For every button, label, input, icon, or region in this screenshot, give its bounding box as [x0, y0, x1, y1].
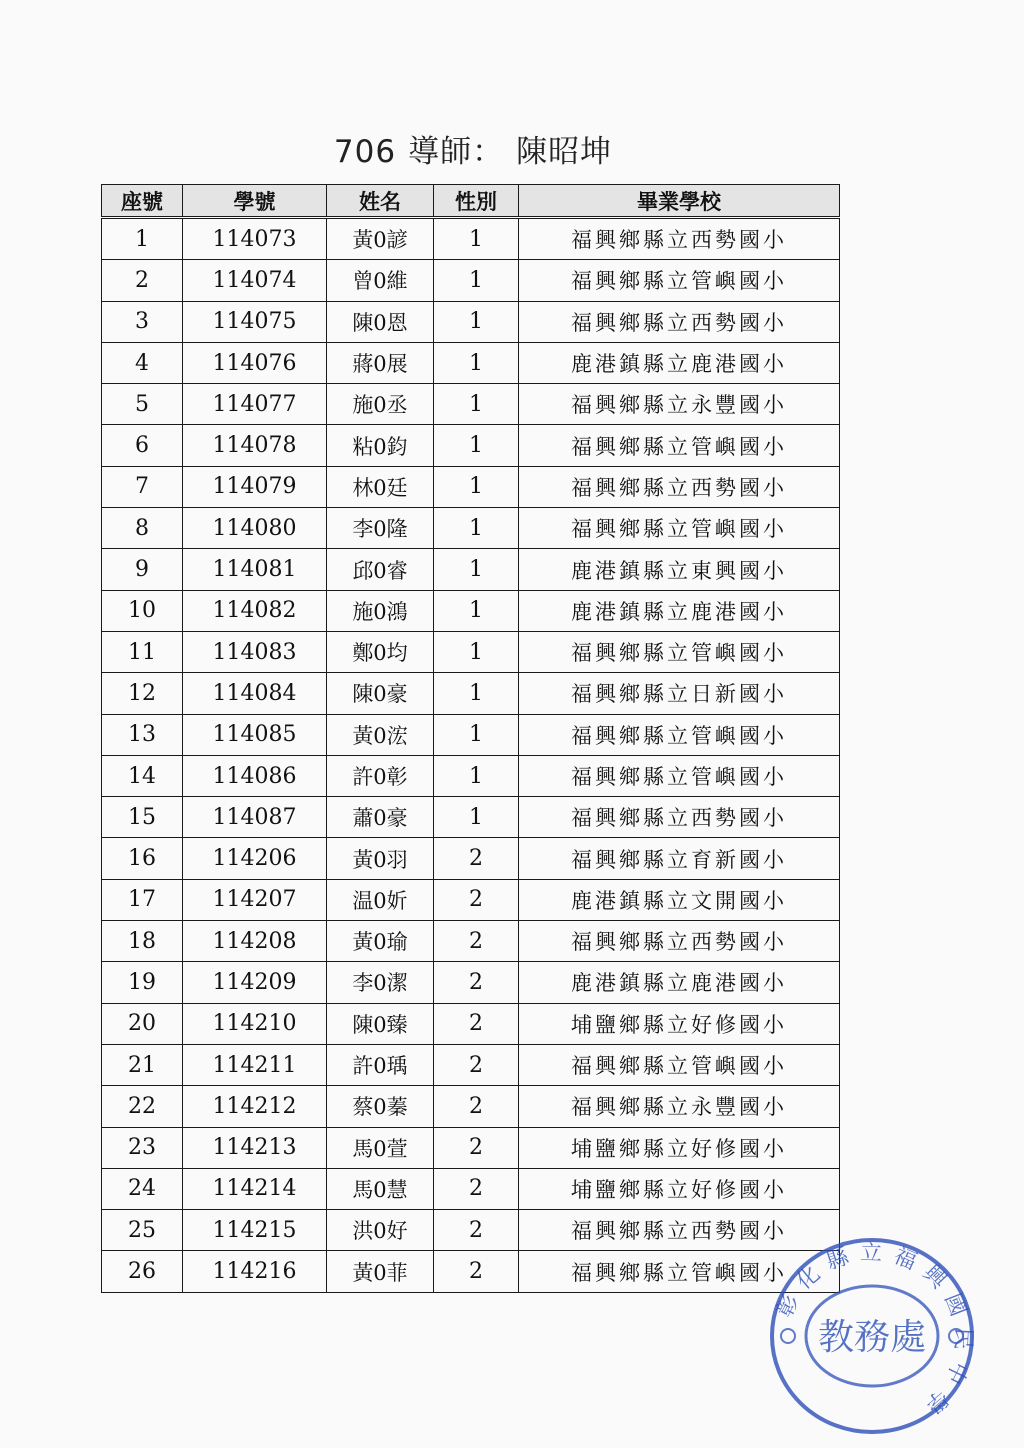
name-cell: 陳0豪 [327, 673, 434, 714]
gender-cell: 2 [434, 962, 519, 1003]
gender-cell: 2 [434, 1251, 519, 1292]
table-row [102, 549, 840, 590]
school-cell: 埔鹽鄉縣立好修國小 [519, 1168, 840, 1209]
school-cell: 福興鄉縣立管嶼國小 [519, 260, 840, 301]
school-cell: 福興鄉縣立育新國小 [519, 838, 840, 879]
student-id-cell: 114080 [183, 508, 327, 549]
student-id-cell: 114079 [183, 466, 327, 507]
column-header-school: 畢業學校 [519, 185, 840, 218]
name-cell: 邱0睿 [327, 549, 434, 590]
seat-cell: 16 [102, 838, 183, 879]
name-cell: 陳0臻 [327, 1003, 434, 1044]
seat-cell: 4 [102, 342, 183, 383]
student-id-cell: 114087 [183, 797, 327, 838]
seat-cell: 1 [102, 218, 183, 260]
gender-cell: 1 [434, 714, 519, 755]
name-cell: 蔣0展 [327, 342, 434, 383]
gender-cell: 2 [434, 1003, 519, 1044]
column-header-gender: 性別 [434, 185, 519, 218]
table-row [102, 1210, 840, 1251]
name-cell: 黃0浤 [327, 714, 434, 755]
student-id-cell: 114213 [183, 1127, 327, 1168]
column-header-name: 姓名 [327, 185, 434, 218]
stamp-ring-text: 彰化縣立福興國民中學 [772, 1240, 976, 1425]
table-row [102, 301, 840, 342]
name-cell: 李0隆 [327, 508, 434, 549]
name-cell: 鄭0均 [327, 631, 434, 672]
school-seal-stamp [766, 1232, 978, 1438]
name-cell: 蔡0蓁 [327, 1086, 434, 1127]
table-body [102, 218, 840, 1293]
seat-cell: 19 [102, 962, 183, 1003]
school-cell: 福興鄉縣立西勢國小 [519, 1210, 840, 1251]
table-row [102, 466, 840, 507]
gender-cell: 1 [434, 631, 519, 672]
gender-cell: 2 [434, 1210, 519, 1251]
gender-cell: 2 [434, 838, 519, 879]
student-id-cell: 114207 [183, 879, 327, 920]
school-cell: 埔鹽鄉縣立好修國小 [519, 1003, 840, 1044]
school-cell: 鹿港鎮縣立鹿港國小 [519, 342, 840, 383]
table-row [102, 590, 840, 631]
name-cell: 温0妡 [327, 879, 434, 920]
student-id-cell: 114212 [183, 1086, 327, 1127]
student-id-cell: 114211 [183, 1044, 327, 1085]
seat-cell: 5 [102, 384, 183, 425]
school-cell: 鹿港鎮縣立東興國小 [519, 549, 840, 590]
name-cell: 黃0羽 [327, 838, 434, 879]
school-cell: 福興鄉縣立管嶼國小 [519, 508, 840, 549]
student-id-cell: 114215 [183, 1210, 327, 1251]
name-cell: 李0潔 [327, 962, 434, 1003]
student-id-cell: 114073 [183, 218, 327, 260]
gender-cell: 2 [434, 1168, 519, 1209]
column-header-seat: 座號 [102, 185, 183, 218]
table-row [102, 425, 840, 466]
name-cell: 黃0瑜 [327, 921, 434, 962]
table-row [102, 755, 840, 796]
column-header-student-id: 學號 [183, 185, 327, 218]
table-row [102, 797, 840, 838]
seat-cell: 9 [102, 549, 183, 590]
gender-cell: 1 [434, 342, 519, 383]
school-cell: 福興鄉縣立管嶼國小 [519, 425, 840, 466]
name-cell: 黃0諺 [327, 218, 434, 260]
name-cell: 粘0鈞 [327, 425, 434, 466]
seat-cell: 2 [102, 260, 183, 301]
table-row [102, 921, 840, 962]
school-cell: 福興鄉縣立西勢國小 [519, 466, 840, 507]
name-cell: 蕭0豪 [327, 797, 434, 838]
page-title [0, 126, 946, 171]
student-id-cell: 114082 [183, 590, 327, 631]
student-id-cell: 114206 [183, 838, 327, 879]
school-cell: 福興鄉縣立管嶼國小 [519, 631, 840, 672]
name-cell: 曾0維 [327, 260, 434, 301]
gender-cell: 2 [434, 879, 519, 920]
school-cell: 鹿港鎮縣立鹿港國小 [519, 590, 840, 631]
name-cell: 馬0慧 [327, 1168, 434, 1209]
student-id-cell: 114074 [183, 260, 327, 301]
table-row [102, 962, 840, 1003]
gender-cell: 2 [434, 1044, 519, 1085]
gender-cell: 1 [434, 755, 519, 796]
seat-cell: 22 [102, 1086, 183, 1127]
school-cell: 福興鄉縣立永豐國小 [519, 1086, 840, 1127]
gender-cell: 1 [434, 218, 519, 260]
student-id-cell: 114077 [183, 384, 327, 425]
table-row [102, 1127, 840, 1168]
school-cell: 福興鄉縣立管嶼國小 [519, 755, 840, 796]
gender-cell: 1 [434, 301, 519, 342]
teacher-label: 導師： [408, 134, 505, 170]
school-cell: 鹿港鎮縣立文開國小 [519, 879, 840, 920]
gender-cell: 2 [434, 1086, 519, 1127]
seat-cell: 17 [102, 879, 183, 920]
table-row [102, 879, 840, 920]
name-cell: 許0瑀 [327, 1044, 434, 1085]
table-row [102, 342, 840, 383]
seat-cell: 25 [102, 1210, 183, 1251]
name-cell: 林0廷 [327, 466, 434, 507]
gender-cell: 1 [434, 590, 519, 631]
teacher-name: 陳昭坤 [516, 134, 613, 170]
seat-cell: 14 [102, 755, 183, 796]
student-id-cell: 114209 [183, 962, 327, 1003]
gender-cell: 1 [434, 384, 519, 425]
student-roster-table [101, 184, 840, 1293]
school-cell: 福興鄉縣立西勢國小 [519, 797, 840, 838]
school-cell: 福興鄉縣立永豐國小 [519, 384, 840, 425]
student-id-cell: 114085 [183, 714, 327, 755]
seat-cell: 26 [102, 1251, 183, 1292]
student-id-cell: 114214 [183, 1168, 327, 1209]
table-header-row [102, 185, 840, 218]
name-cell: 施0丞 [327, 384, 434, 425]
school-cell: 福興鄉縣立西勢國小 [519, 218, 840, 260]
table-row [102, 838, 840, 879]
name-cell: 黃0菲 [327, 1251, 434, 1292]
gender-cell: 1 [434, 466, 519, 507]
student-id-cell: 114083 [183, 631, 327, 672]
student-id-cell: 114081 [183, 549, 327, 590]
seat-cell: 11 [102, 631, 183, 672]
seat-cell: 10 [102, 590, 183, 631]
student-id-cell: 114075 [183, 301, 327, 342]
seat-cell: 13 [102, 714, 183, 755]
gender-cell: 1 [434, 425, 519, 466]
table-row [102, 1251, 840, 1292]
seat-cell: 20 [102, 1003, 183, 1044]
stamp-center-text: 教務處 [817, 1317, 927, 1358]
gender-cell: 1 [434, 260, 519, 301]
gender-cell: 2 [434, 921, 519, 962]
seat-cell: 12 [102, 673, 183, 714]
student-id-cell: 114208 [183, 921, 327, 962]
name-cell: 馬0萱 [327, 1127, 434, 1168]
table-row [102, 1086, 840, 1127]
school-cell: 鹿港鎮縣立鹿港國小 [519, 962, 840, 1003]
school-cell: 福興鄉縣立管嶼國小 [519, 1251, 840, 1292]
table-row [102, 384, 840, 425]
table-row [102, 1168, 840, 1209]
table-row [102, 673, 840, 714]
seat-cell: 24 [102, 1168, 183, 1209]
school-cell: 福興鄉縣立日新國小 [519, 673, 840, 714]
school-cell: 福興鄉縣立西勢國小 [519, 921, 840, 962]
table-row [102, 260, 840, 301]
school-cell: 福興鄉縣立管嶼國小 [519, 714, 840, 755]
table-row [102, 1044, 840, 1085]
school-cell: 埔鹽鄉縣立好修國小 [519, 1127, 840, 1168]
table-row [102, 1003, 840, 1044]
class-number: 706 [333, 134, 397, 170]
student-id-cell: 114084 [183, 673, 327, 714]
seat-cell: 6 [102, 425, 183, 466]
seat-cell: 23 [102, 1127, 183, 1168]
table-row [102, 218, 840, 260]
seat-cell: 18 [102, 921, 183, 962]
school-cell: 福興鄉縣立管嶼國小 [519, 1044, 840, 1085]
school-cell: 福興鄉縣立西勢國小 [519, 301, 840, 342]
gender-cell: 1 [434, 673, 519, 714]
gender-cell: 2 [434, 1127, 519, 1168]
student-id-cell: 114086 [183, 755, 327, 796]
student-id-cell: 114078 [183, 425, 327, 466]
seat-cell: 7 [102, 466, 183, 507]
gender-cell: 1 [434, 549, 519, 590]
name-cell: 洪0好 [327, 1210, 434, 1251]
seat-cell: 8 [102, 508, 183, 549]
student-id-cell: 114216 [183, 1251, 327, 1292]
gender-cell: 1 [434, 797, 519, 838]
student-id-cell: 114210 [183, 1003, 327, 1044]
seat-cell: 21 [102, 1044, 183, 1085]
seat-cell: 15 [102, 797, 183, 838]
student-id-cell: 114076 [183, 342, 327, 383]
name-cell: 陳0恩 [327, 301, 434, 342]
table-row [102, 508, 840, 549]
table-row [102, 714, 840, 755]
name-cell: 施0鴻 [327, 590, 434, 631]
gender-cell: 1 [434, 508, 519, 549]
name-cell: 許0彰 [327, 755, 434, 796]
table-row [102, 631, 840, 672]
seat-cell: 3 [102, 301, 183, 342]
